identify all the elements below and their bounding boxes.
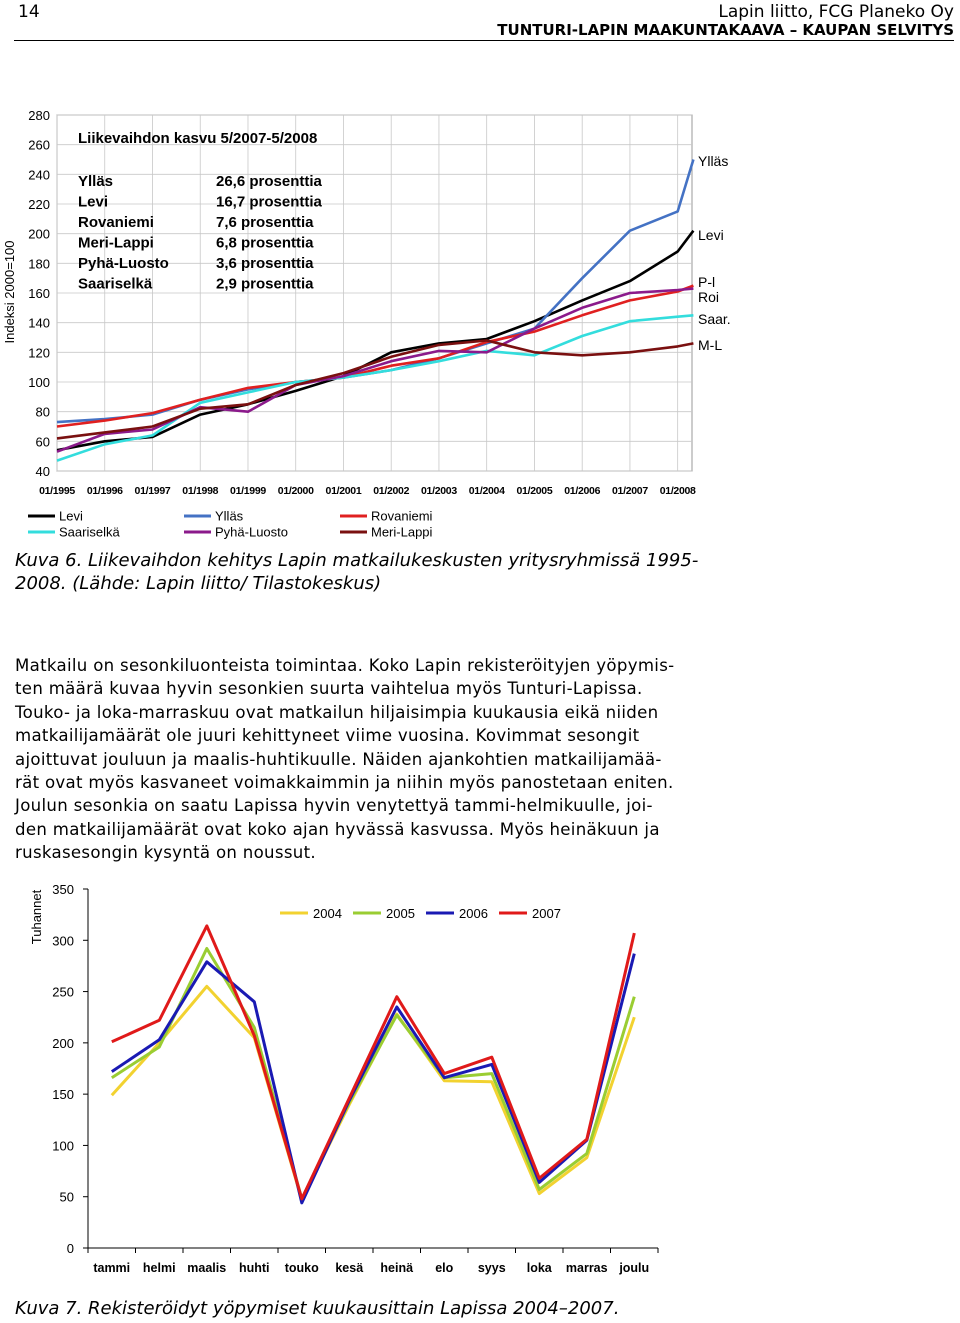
y-tick-label: 120 <box>28 345 50 361</box>
x-tick-label: joulu <box>619 1261 650 1275</box>
end-label-m-l: M-L <box>698 337 723 353</box>
x-tick-label: touko <box>284 1261 319 1275</box>
y-axis-label: Tuhannet <box>29 889 44 945</box>
axes <box>83 889 658 1253</box>
y-tick-label: 250 <box>52 984 74 1000</box>
x-tick-labels <box>39 485 696 497</box>
x-tick-label: 01/2005 <box>516 485 553 497</box>
y-tick-label: 260 <box>28 137 50 153</box>
inset-value: 16,7 prosenttia <box>216 193 322 211</box>
page-number: 14 <box>18 2 40 22</box>
x-tick-label: 01/2004 <box>468 485 505 497</box>
inset-value: 26,6 prosenttia <box>216 173 322 190</box>
legend-label: 2006 <box>459 906 488 921</box>
x-tick-label: 01/2001 <box>325 485 362 497</box>
x-tick-label: loka <box>526 1261 552 1275</box>
legend-label: Saariselkä <box>59 524 120 540</box>
legend-label: Ylläs <box>215 508 244 524</box>
y-tick-label: 160 <box>28 286 50 301</box>
body-paragraph <box>15 654 747 865</box>
legend-label: 2007 <box>532 906 561 921</box>
x-tick-label: 01/2007 <box>612 485 648 497</box>
header-organization: Lapin liitto, FCG Planeko Oy <box>718 2 954 22</box>
header-rule <box>14 40 954 41</box>
end-label-saar: Saar. <box>698 311 731 327</box>
body-line: ten määrä kuvaa hyvin sesonkien suurta vaihtelua myös Tunturi-Lapissa. <box>15 679 643 699</box>
x-tick-label: 01/2006 <box>564 485 601 497</box>
body-line: Touko- ja loka-marraskuu ovat matkailun hiljaisimpia kuukausia eikä niiden <box>15 702 659 722</box>
y-tick-labels <box>28 108 50 479</box>
body-line: ruskasesongin kysyntä on noussut. <box>15 843 316 863</box>
y-tick-label: 280 <box>28 108 50 123</box>
y-tick-label: 0 <box>66 1241 74 1256</box>
x-tick-label: 01/2000 <box>277 485 314 497</box>
x-tick-label: syys <box>477 1261 506 1275</box>
y-tick-label: 350 <box>52 882 74 897</box>
y-axis-label: Indeksi 2000=100 <box>2 240 17 344</box>
y-tick-labels <box>52 882 74 1256</box>
x-tick-label: 01/1999 <box>230 485 266 497</box>
inset-title: Liikevaihdon kasvu 5/2007-5/2008 <box>78 130 318 147</box>
inset-name: Pyhä-Luosto <box>78 255 169 272</box>
legend-label: Levi <box>59 508 83 524</box>
header-title: TUNTURI-LAPIN MAAKUNTAKAAVA – KAUPAN SELVITYS <box>497 21 954 39</box>
inset-value: 2,9 prosenttia <box>216 275 314 293</box>
legend-label: 2005 <box>386 906 415 921</box>
end-label-yllas: Ylläs <box>698 153 729 169</box>
x-tick-label: 01/2002 <box>373 485 410 497</box>
body-line: ajoittuvat jouluun ja maalis-huhtikuulle. Näiden ajankohtien matkailijamää- <box>15 749 662 769</box>
y-tick-label: 240 <box>28 167 50 183</box>
x-tick-label: elo <box>435 1261 454 1275</box>
y-tick-label: 80 <box>35 404 50 420</box>
x-tick-labels <box>93 1261 649 1275</box>
figure7-caption: Kuva 7. Rekisteröidyt yöpymiset kuukausittain Lapissa 2004–2007. <box>15 1298 620 1319</box>
y-tick-label: 100 <box>28 375 50 390</box>
y-tick-label: 60 <box>35 434 50 450</box>
inset-name: Rovaniemi <box>78 214 154 231</box>
figure6-caption <box>15 549 698 595</box>
x-tick-label: kesä <box>335 1261 364 1275</box>
legend-label: Meri-Lappi <box>371 524 433 540</box>
legend <box>280 906 561 921</box>
inset-value: 6,8 prosenttia <box>216 234 314 252</box>
legend-label: Pyhä-Luosto <box>215 524 288 540</box>
y-tick-label: 100 <box>52 1138 74 1154</box>
y-tick-label: 220 <box>28 197 50 212</box>
series-line-2005 <box>112 949 635 1199</box>
y-tick-label: 40 <box>35 464 50 479</box>
x-tick-label: huhti <box>238 1261 270 1275</box>
inset-name: Saariselkä <box>78 275 153 293</box>
x-tick-label: marras <box>565 1261 608 1275</box>
x-tick-label: 01/1998 <box>182 485 219 497</box>
x-tick-label: 01/2008 <box>659 485 696 497</box>
y-tick-label: 200 <box>52 1035 74 1051</box>
inset-value: 3,6 prosenttia <box>216 255 314 272</box>
x-tick-label: 01/1997 <box>134 485 171 497</box>
monthly-stays-chart <box>0 880 960 1290</box>
legend-label: Rovaniemi <box>371 508 433 524</box>
inset-name: Meri-Lappi <box>78 234 154 252</box>
y-tick-label: 150 <box>52 1087 74 1103</box>
figure6-caption-line2: 2008. (Lähde: Lapin liitto/ Tilastokeskus) <box>15 573 382 594</box>
body-line: Joulun sesonkia on saatu Lapissa hyvin venytettyä tammi-helmikuulle, joi- <box>15 796 653 816</box>
end-labels <box>698 153 731 353</box>
body-line: den matkailijamäärät ovat koko ajan hyvässä kasvussa. Myös heinäkuun ja <box>15 819 660 839</box>
grid <box>57 115 692 471</box>
y-tick-label: 200 <box>28 226 50 242</box>
end-label-roi: Roi <box>698 289 720 305</box>
body-line: rät ovat myös kasvaneet voimakkaimmin ja niihin myös panostetaan eniten. <box>15 773 674 793</box>
x-tick-label: maalis <box>187 1261 227 1275</box>
x-tick-label: helmi <box>142 1261 176 1275</box>
figure6-caption-line1: Kuva 6. Liikevaihdon kehitys Lapin matkailukeskusten yritysryhmissä 1995- <box>15 550 699 571</box>
legend <box>28 509 433 540</box>
x-tick-label: 01/1996 <box>86 485 123 497</box>
y-tick-label: 300 <box>52 933 74 949</box>
x-tick-label: 01/1995 <box>39 485 75 497</box>
turnover-index-chart <box>0 100 960 550</box>
body-line: Matkailu on sesonkiluonteista toimintaa. Koko Lapin rekisteröityjen yöpymis- <box>15 656 675 675</box>
y-tick-label: 140 <box>28 315 50 331</box>
x-tick-label: heinä <box>380 1261 414 1275</box>
y-tick-label: 180 <box>28 256 50 272</box>
end-label-p-l: P-l <box>698 274 716 290</box>
x-tick-label: tammi <box>93 1261 131 1275</box>
legend-label: 2004 <box>313 906 342 921</box>
series-group <box>112 926 635 1203</box>
inset-value: 7,6 prosenttia <box>216 214 314 231</box>
x-tick-label: 01/2003 <box>421 485 457 497</box>
inset-name: Levi <box>78 193 109 211</box>
y-tick-label: 50 <box>59 1189 74 1205</box>
inset-name: Ylläs <box>78 173 114 190</box>
body-line: matkailijamäärät ole juuri kehittyneet viime vuosina. Kovimmat sesongit <box>15 726 640 746</box>
end-label-levi: Levi <box>698 227 724 243</box>
